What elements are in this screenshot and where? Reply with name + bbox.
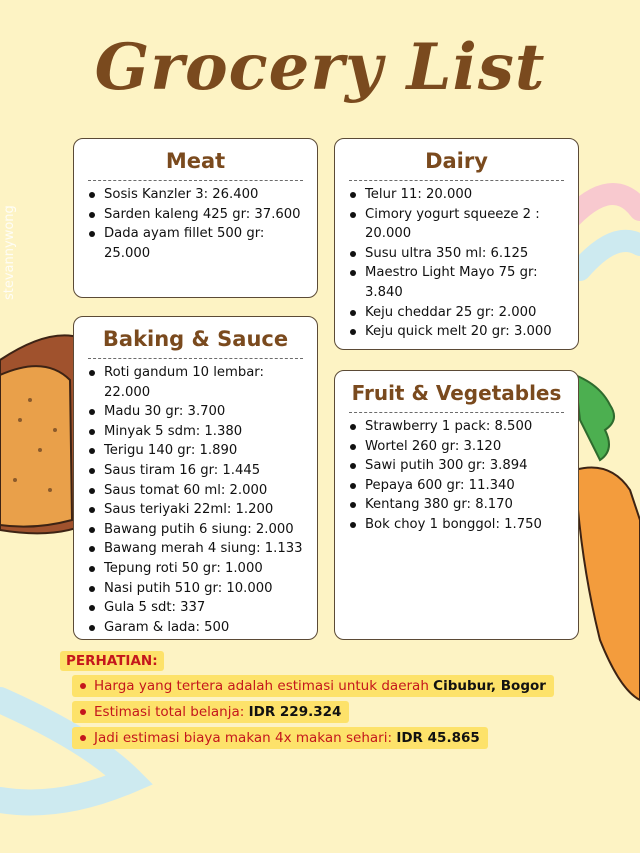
list-item: Bawang merah 4 siung: 1.133 bbox=[104, 539, 307, 559]
list-item: Tepung roti 50 gr: 1.000 bbox=[104, 559, 307, 579]
notice-section bbox=[60, 650, 554, 753]
card-title: Dairy bbox=[349, 149, 564, 181]
list-item: Dada ayam fillet 500 gr: 25.000 bbox=[104, 224, 307, 263]
item-list bbox=[74, 363, 317, 637]
blue-arc-decoration bbox=[580, 241, 640, 270]
watermark: stevannywong bbox=[2, 205, 17, 300]
notice-item bbox=[72, 701, 349, 723]
item-list bbox=[335, 417, 578, 535]
page-title: Grocery List bbox=[94, 30, 546, 105]
list-item: Kentang 380 gr: 8.170 bbox=[365, 495, 568, 515]
list-item: Maestro Light Mayo 75 gr: 3.840 bbox=[365, 263, 568, 302]
list-item: Susu ultra 350 ml: 6.125 bbox=[365, 244, 568, 264]
notice-highlight: Cibubur, Bogor bbox=[433, 678, 546, 694]
list-item: Telur 11: 20.000 bbox=[365, 185, 568, 205]
list-item: Sawi putih 300 gr: 3.894 bbox=[365, 456, 568, 476]
list-item: Bawang putih 6 siung: 2.000 bbox=[104, 520, 307, 540]
baking-sauce-card bbox=[73, 316, 318, 640]
list-item: Cimory yogurt squeeze 2 : 20.000 bbox=[365, 205, 568, 244]
list-item: Strawberry 1 pack: 8.500 bbox=[365, 417, 568, 437]
card-title: Baking & Sauce bbox=[88, 327, 303, 359]
list-item: Saus tomat 60 ml: 2.000 bbox=[104, 481, 307, 501]
notice-title: PERHATIAN: bbox=[60, 651, 164, 671]
list-item: Saus tiram 16 gr: 1.445 bbox=[104, 461, 307, 481]
list-item: Keju quick melt 20 gr: 3.000 bbox=[365, 322, 568, 342]
notice-item bbox=[72, 727, 488, 749]
list-item: Wortel 260 gr: 3.120 bbox=[365, 437, 568, 457]
list-item: Bok choy 1 bonggol: 1.750 bbox=[365, 515, 568, 535]
fruit-vegetables-card bbox=[334, 370, 579, 640]
list-item: Keju cheddar 25 gr: 2.000 bbox=[365, 303, 568, 323]
list-item: Nasi putih 510 gr: 10.000 bbox=[104, 579, 307, 599]
list-item: Roti gandum 10 lembar: 22.000 bbox=[104, 363, 307, 402]
list-item: Minyak 5 sdm: 1.380 bbox=[104, 422, 307, 442]
list-item: Gula 5 sdt: 337 bbox=[104, 598, 307, 618]
card-title: Fruit & Vegetables bbox=[349, 381, 564, 413]
item-list bbox=[74, 185, 317, 263]
list-item: Pepaya 600 gr: 11.340 bbox=[365, 476, 568, 496]
item-list bbox=[335, 185, 578, 342]
dairy-card bbox=[334, 138, 579, 350]
meat-card bbox=[73, 138, 318, 298]
notice-text: Estimasi total belanja: bbox=[94, 704, 249, 720]
list-item: Madu 30 gr: 3.700 bbox=[104, 402, 307, 422]
notice-highlight: IDR 45.865 bbox=[396, 730, 480, 746]
list-item: Saus teriyaki 22ml: 1.200 bbox=[104, 500, 307, 520]
list-item: Garam & lada: 500 bbox=[104, 618, 307, 638]
carrot-illustration bbox=[575, 375, 640, 700]
list-item: Terigu 140 gr: 1.890 bbox=[104, 441, 307, 461]
notice-item bbox=[72, 675, 554, 697]
list-item: Sarden kaleng 425 gr: 37.600 bbox=[104, 205, 307, 225]
list-item: Sosis Kanzler 3: 26.400 bbox=[104, 185, 307, 205]
notice-text: Jadi estimasi biaya makan 4x makan sehari: bbox=[94, 730, 397, 746]
card-title: Meat bbox=[88, 149, 303, 181]
notice-text: Harga yang tertera adalah estimasi untuk daerah bbox=[94, 678, 434, 694]
notice-highlight: IDR 229.324 bbox=[248, 704, 342, 720]
